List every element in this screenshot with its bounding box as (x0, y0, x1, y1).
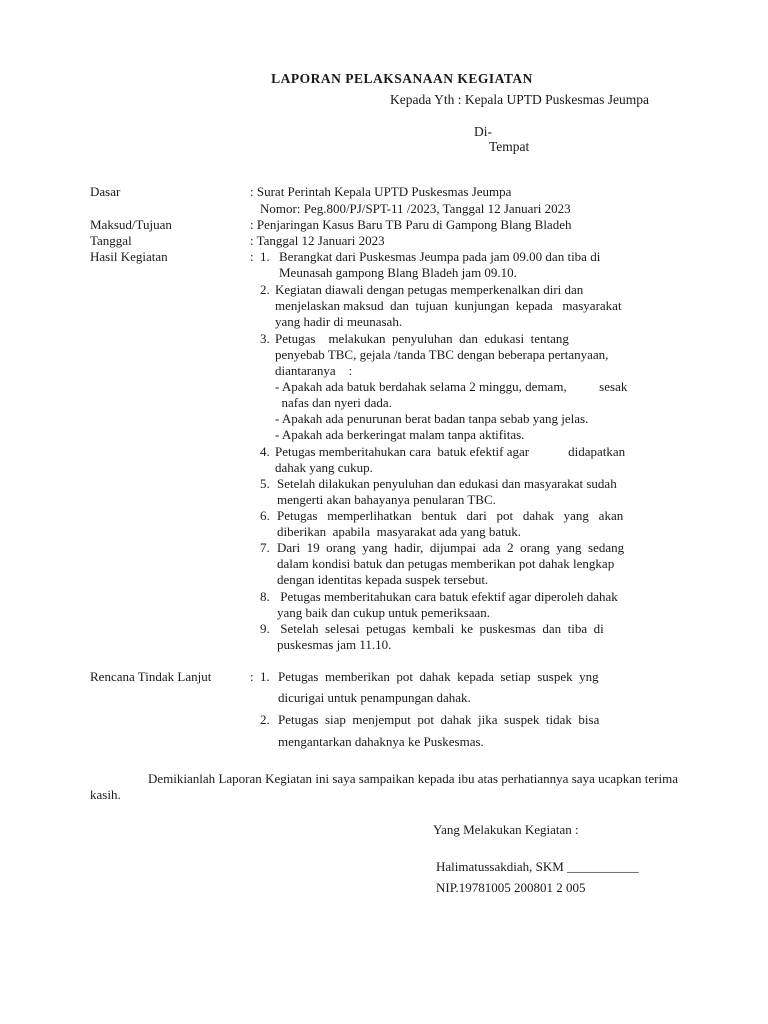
hasil-item-1-line-2: Meunasah gampong Blang Bladeh jam 09.10. (279, 265, 517, 280)
hasil-item-2-number: 2. (260, 282, 270, 297)
hasil-item-2-line-1: Kegiatan diawali dengan petugas memperkenalkan diri dan (275, 282, 584, 297)
question-1-line-1: - Apakah ada batuk berdahak selama 2 minggu, demam, sesak (275, 379, 628, 394)
hasil-item-8-line-2: yang baik dan cukup untuk pemeriksaan. (277, 605, 490, 620)
closing-paragraph (90, 771, 678, 803)
recipient-line: Kepada Yth : Kepala UPTD Puskesmas Jeumpa (390, 92, 649, 107)
hasil-item-2-line-2: menjelaskan maksud dan tujuan kunjungan kepada masyarakat (275, 298, 622, 313)
question-1-line-2: nafas dan nyeri dada. (275, 395, 392, 410)
maksud-text: : Penjaringan Kasus Baru TB Paru di Gampong Blang Bladeh (250, 217, 572, 232)
rencana-item-1-line-1: Petugas memberikan pot dahak kepada setiap suspek yng (278, 669, 599, 684)
hasil-item-7-line-1: Dari 19 orang yang hadir, dijumpai ada 2 orang yang sedang (277, 540, 625, 555)
hasil-item-7-line-3: dengan identitas kepada suspek tersebut. (277, 572, 489, 587)
hasil-item-1-line-1: Berangkat dari Puskesmas Jeumpa pada jam 09.00 dan tiba di (279, 249, 601, 264)
report-title: LAPORAN PELAKSANAAN KEGIATAN (271, 71, 533, 86)
signature-name: Halimatussakdiah, SKM ___________ (436, 859, 639, 874)
question-2: - Apakah ada penurunan berat badan tanpa sebab yang jelas. (275, 411, 589, 426)
hasil-item-4-line-1: Petugas memberitahukan cara batuk efektif agar didapatkan (275, 444, 626, 459)
hasil-item-9-line-2: puskesmas jam 11.10. (277, 637, 392, 652)
hasil-item-8-number: 8. (260, 589, 270, 604)
hasil-item-4-line-2: dahak yang cukup. (275, 460, 373, 475)
rencana-item-2-number: 2. (260, 712, 270, 727)
rencana-label: Rencana Tindak Lanjut (90, 669, 212, 684)
dasar-line-2: Nomor: Peg.800/PJ/SPT-11 /2023, Tanggal 12 Januari 2023 (260, 201, 571, 216)
hasil-item-6-number: 6. (260, 508, 270, 523)
hasil-item-5-line-2: mengerti akan bahayanya penularan TBC. (277, 492, 496, 507)
hasil-item-3-line-2: penyebab TBC, gejala /tanda TBC dengan beberapa pertanyaan, (275, 347, 609, 362)
question-3: - Apakah ada berkeringat malam tanpa aktifitas. (275, 427, 525, 442)
hasil-label: Hasil Kegiatan (90, 249, 168, 264)
rencana-item-2-line-2: mengantarkan dahaknya ke Puskesmas. (278, 734, 484, 749)
hasil-item-6-line-1: Petugas memperlihatkan bentuk dari pot dahak yang akan (277, 508, 624, 523)
dasar-label: Dasar (90, 184, 121, 199)
rencana-colon: : (250, 669, 254, 684)
hasil-item-6-line-2: diberikan apabila masyarakat ada yang batuk. (277, 524, 522, 539)
hasil-item-5-number: 5. (260, 476, 270, 491)
dasar-line-1: : Surat Perintah Kepala UPTD Puskesmas Jeumpa (250, 184, 512, 199)
closing-text: Demikianlah Laporan Kegiatan ini saya sampaikan kepada ibu atas perhatiannya saya ucapkan terima kasih. (90, 771, 678, 802)
hasil-colon: : (250, 249, 254, 264)
hasil-item-1-number: 1. (260, 249, 270, 264)
tanggal-label: Tanggal (90, 233, 132, 248)
hasil-item-8-line-1: Petugas memberitahukan cara batuk efektif agar diperoleh dahak (277, 589, 618, 604)
tanggal-text: : Tanggal 12 Januari 2023 (250, 233, 385, 248)
hasil-item-4-number: 4. (260, 444, 270, 459)
hasil-item-2-line-3: yang hadir di meunasah. (275, 314, 403, 329)
rencana-item-1-line-2: dicurigai untuk penampungan dahak. (278, 690, 471, 705)
hasil-item-7-number: 7. (260, 540, 270, 555)
maksud-label: Maksud/Tujuan (90, 217, 172, 232)
hasil-item-9-number: 9. (260, 621, 270, 636)
hasil-item-7-line-2: dalam kondisi batuk dan petugas memberikan pot dahak lengkap (277, 556, 615, 571)
tempat-line: Tempat (489, 139, 530, 154)
hasil-item-3-line-1: Petugas melakukan penyuluhan dan edukasi tentang (275, 331, 569, 346)
hasil-item-3-line-3: diantaranya : (275, 363, 353, 378)
hasil-item-3-number: 3. (260, 331, 270, 346)
signature-nip: NIP.19781005 200801 2 005 (436, 880, 586, 895)
rencana-item-2-line-1: Petugas siap menjemput pot dahak jika suspek tidak bisa (278, 712, 600, 727)
rencana-item-1-number: 1. (260, 669, 270, 684)
di-line: Di- (474, 124, 492, 139)
hasil-item-5-line-1: Setelah dilakukan penyuluhan dan edukasi dan masyarakat sudah (277, 476, 617, 491)
signature-heading: Yang Melakukan Kegiatan : (433, 822, 579, 837)
hasil-item-9-line-1: Setelah selesai petugas kembali ke puskesmas dan tiba di (277, 621, 604, 636)
